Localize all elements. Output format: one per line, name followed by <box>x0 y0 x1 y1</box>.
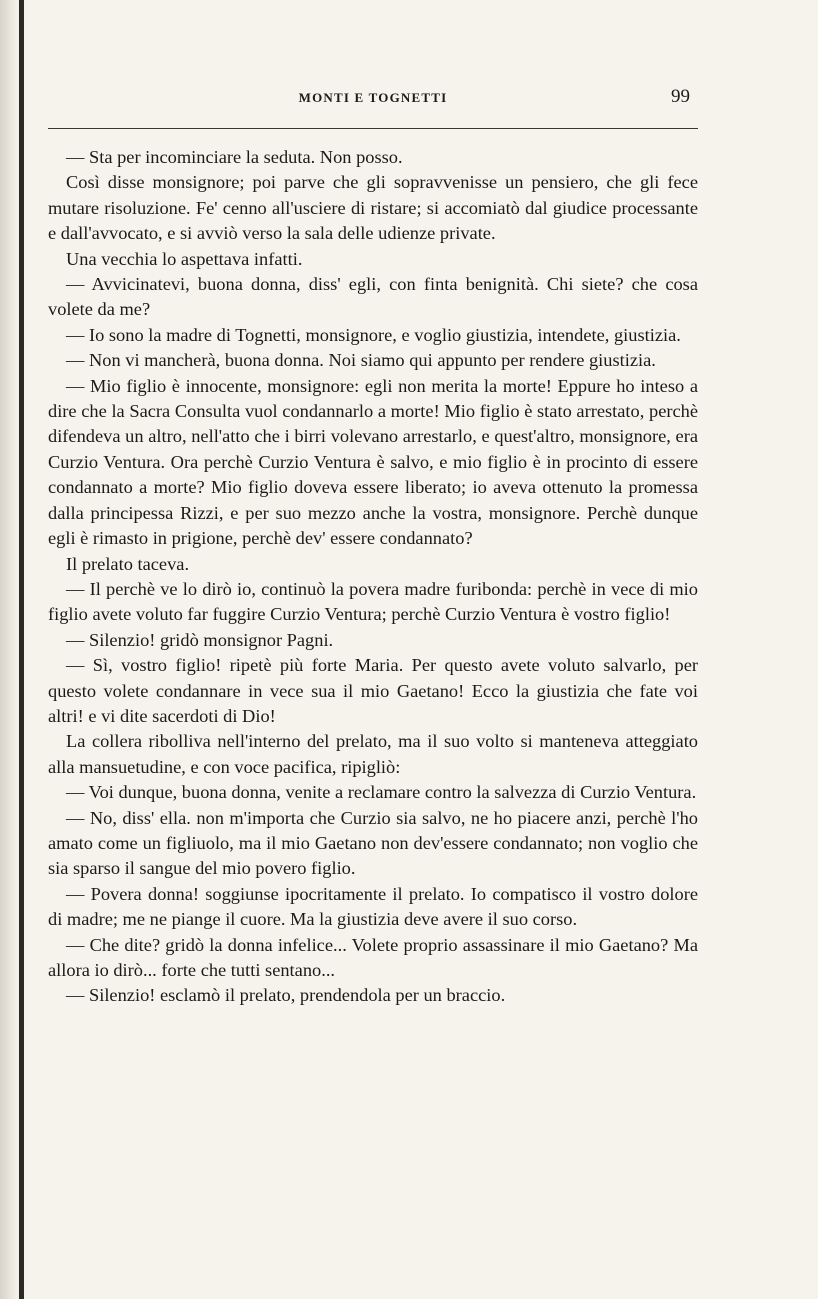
running-title: MONTI E TOGNETTI <box>298 90 448 105</box>
paragraph: — Non vi mancherà, buona donna. Noi siamo qui appunto per rendere giustizia. <box>66 350 656 371</box>
paragraph: — Mio figlio è innocente, monsignore: egli non merita la morte! Eppure ho inteso a dire che la Sacra Consulta vuol condannarlo a morte! Mio figlio è stato arrestato, perchè difendeva un altro, nell'atto che i birri volevano arrestarlo, e quest'altro, monsignore, era Curzio Ventura. Ora perchè Curzio Ventura è salvo, e mio figlio è in procinto di essere condannato a morte? Mio figlio doveva essere liberato; io aveva ottenuto la promessa dalla principessa Rizzi, e per suo mezzo anche la vostra, monsignore. Perchè dunque egli è rimasto in prigione, perchè dev' essere condannato? <box>48 375 698 549</box>
page-number: 99 <box>671 86 690 107</box>
paragraph: Una vecchia lo aspettava infatti. <box>66 248 303 269</box>
book-binding-edge <box>0 0 30 1299</box>
header-rule <box>48 128 698 129</box>
paragraph: — No, diss' ella. non m'importa che Curzio sia salvo, ne ho piacere anzi, perchè l'ho amato come un figliuolo, ma il mio Gaetano non dev'essere condannato; non voglio che sia sparso il sangue del mio povero figlio. <box>48 807 698 879</box>
paragraph: Così disse monsignore; poi parve che gli sopravvenisse un pensiero, che gli fece mutare risoluzione. Fe' cenno all'usciere di ristare; si accomiatò dal giudice processante e dall'avvocato, e si avviò verso la sala delle udienze private. <box>48 172 698 244</box>
binding-dark-line <box>19 0 24 1299</box>
paragraph: — Sì, vostro figlio! ripetè più forte Maria. Per questo avete voluto salvarlo, per questo volete condannare in vece sua il mio Gaetano! Ecco la giustizia che fate voi altri! e vi dite sacerdoti di Dio! <box>48 655 698 726</box>
body-text <box>48 145 698 1009</box>
paragraph: La collera ribolliva nell'interno del prelato, ma il suo volto si manteneva atteggiato alla mansuetudine, e con voce pacifica, ripigliò: <box>48 731 698 777</box>
paragraph: — Io sono la madre di Tognetti, monsignore, e voglio giustizia, intendete, giustizia. <box>66 324 681 345</box>
book-page <box>48 86 698 1009</box>
paragraph: — Che dite? gridò la donna infelice... Volete proprio assassinare il mio Gaetano? Ma allora io dirò... forte che tutti sentano... <box>48 934 698 980</box>
paragraph: — Povera donna! soggiunse ipocritamente il prelato. Io compatisco il vostro dolore di madre; me ne piange il cuore. Ma la giustizia deve avere il suo corso. <box>48 883 698 930</box>
paragraph: — Sta per incominciare la seduta. Non posso. <box>66 147 403 167</box>
paragraph: Il prelato taceva. <box>66 553 190 574</box>
paragraph: — Il perchè ve lo dirò io, continuò la povera madre furibonda: perchè in vece di mio figlio avete voluto far fuggire Curzio Ventura; perchè Curzio Ventura è vostro figlio! <box>48 578 698 625</box>
running-head <box>48 86 698 114</box>
paragraph: — Silenzio! gridò monsignor Pagni. <box>66 629 334 650</box>
paragraph: — Avvicinatevi, buona donna, diss' egli, con finta benignità. Chi siete? che cosa volete da me? <box>48 274 698 320</box>
paragraph: — Silenzio! esclamò il prelato, prendendola per un braccio. <box>66 985 506 1006</box>
paragraph: — Voi dunque, buona donna, venite a reclamare contro la salvezza di Curzio Ventura. <box>66 782 697 803</box>
